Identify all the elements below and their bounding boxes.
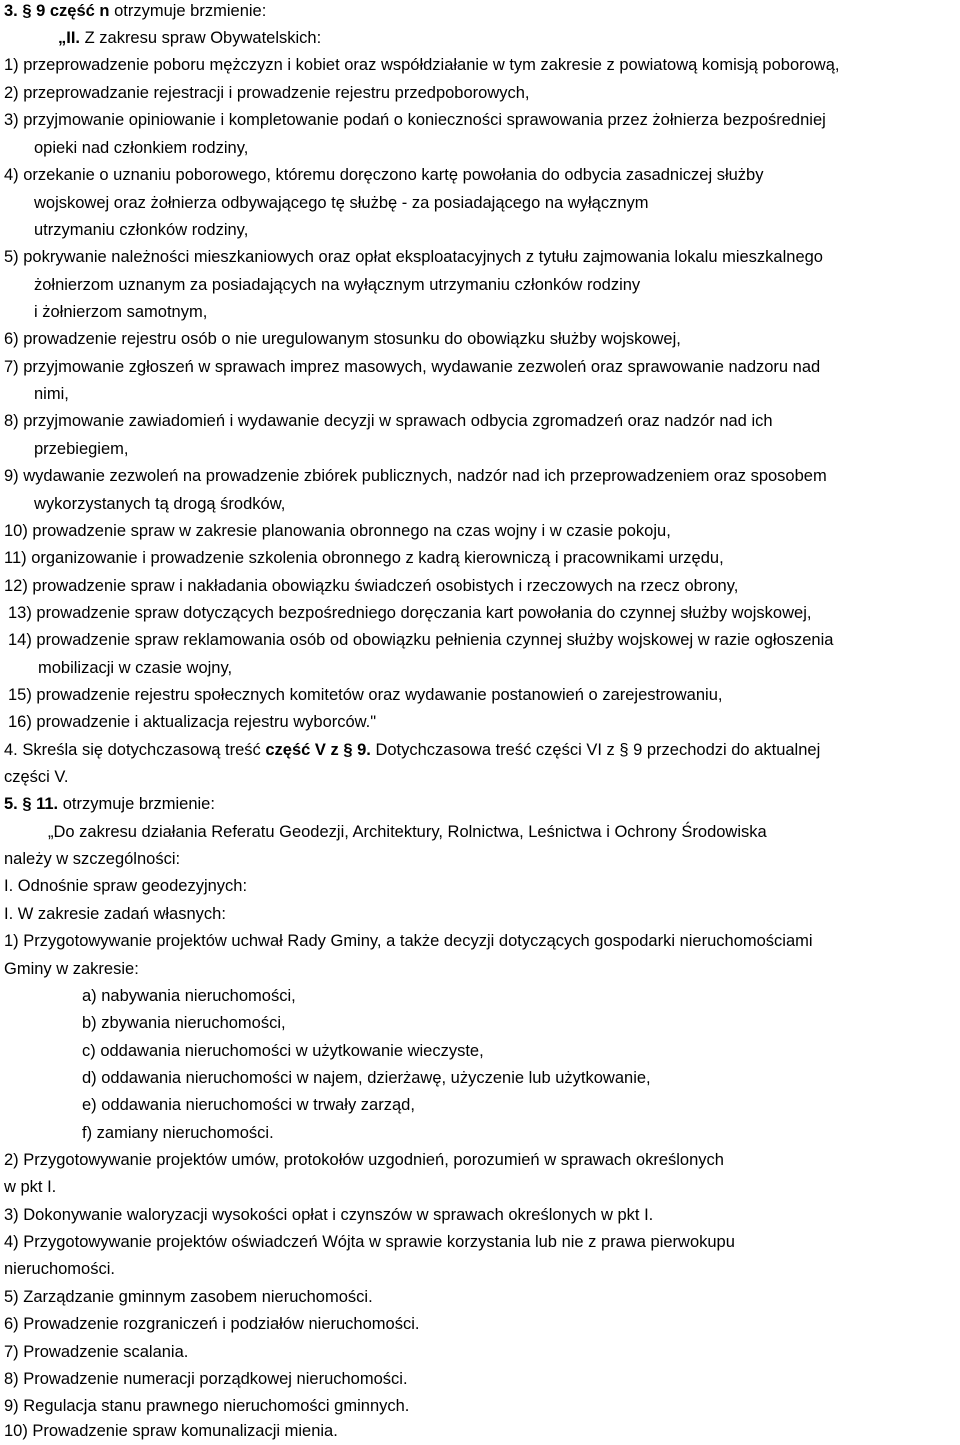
list-item: 12) prowadzenie spraw i nakładania obowiązku świadczeń osobistych i rzeczowych na rzecz obrony, [4, 577, 739, 595]
sub-item: b) zbywania nieruchomości, [82, 1014, 286, 1032]
list-item-continuation: żołnierzom uznanym za posiadających na wyłącznym utrzymaniu członków rodziny [34, 276, 641, 294]
list-item-continuation: przebiegiem, [34, 440, 129, 458]
sub-item: e) oddawania nieruchomości w trwały zarząd, [82, 1096, 415, 1114]
list-item: 3) przyjmowanie opiniowanie i kompletowanie podań o konieczności sprawowania przez żołnierza bezpośredniej [4, 111, 826, 129]
list-item: 4) orzekanie o uznaniu poborowego, któremu doręczono kartę powołania do odbycia zasadniczej służby [4, 166, 764, 184]
section-4 [4, 737, 820, 764]
list-item: 6) prowadzenie rejestru osób o nie uregulowanym stosunku do obowiązku służby wojskowej, [4, 330, 681, 348]
list-item: 2) przeprowadzanie rejestracji i prowadzenie rejestru przedpoborowych, [4, 84, 530, 102]
subsection-heading: I. Odnośnie spraw geodezyjnych: [4, 877, 248, 895]
list-item-continuation: wojskowej oraz żołnierza odbywającego tę służbę - za posiadającego na wyłącznym [34, 194, 649, 212]
list-item: 8) Prowadzenie numeracji porządkowej nieruchomości. [4, 1370, 408, 1388]
section-3-paragraph-ref: § 9 część n [22, 2, 110, 20]
list-item: 9) wydawanie zezwoleń na prowadzenie zbiórek publicznych, nadzór nad ich przeprowadzeniem oraz sposobem [4, 467, 827, 485]
list-item-continuation: Gminy w zakresie: [4, 960, 139, 978]
section-3-heading-text: otrzymuje brzmienie: [109, 2, 267, 20]
list-item: 4) Przygotowywanie projektów oświadczeń Wójta w sprawie korzystania lub nie z prawa pierwokupu [4, 1233, 735, 1251]
list-item: 5) Zarządzanie gminnym zasobem nieruchomości. [4, 1288, 373, 1306]
section-5-intro: „Do zakresu działania Referatu Geodezji, Architektury, Rolnictwa, Leśnictwa i Ochrony Środowiska [48, 823, 767, 841]
list-item: 11) organizowanie i prowadzenie szkolenia obronnego z kadrą kierowniczą i pracownikami urzędu, [4, 549, 724, 567]
list-item: 14) prowadzenie spraw reklamowania osób od obowiązku pełnienia czynnej służby wojskowej w razie ogłoszenia [8, 631, 834, 649]
section-4-continuation: części V. [4, 768, 69, 786]
subsection-heading: I. W zakresie zadań własnych: [4, 905, 226, 923]
list-item: 13) prowadzenie spraw dotyczących bezpośredniego doręczania kart powołania do czynnej służby wojskowej, [8, 604, 812, 622]
list-item-continuation: w pkt I. [4, 1178, 57, 1196]
list-item: 1) Przygotowywanie projektów uchwał Rady Gminy, a także decyzji dotyczących gospodarki nieruchomościami [4, 932, 813, 950]
section-3-heading [4, 0, 266, 25]
section-5-heading [4, 791, 215, 818]
list-item: 7) przyjmowanie zgłoszeń w sprawach imprez masowych, wydawanie zezwoleń oraz sprawowanie nadzoru nad [4, 358, 821, 376]
list-item: 5) pokrywanie należności mieszkaniowych oraz opłat eksploatacyjnych z tytułu zajmowania lokalu mieszkalnego [4, 248, 823, 266]
list-item: 16) prowadzenie i aktualizacja rejestru wyborców." [8, 713, 377, 731]
list-item: 10) Prowadzenie spraw komunalizacji mienia. [4, 1422, 338, 1440]
list-item: 15) prowadzenie rejestru społecznych komitetów oraz wydawanie postanowień o zarejestrowaniu, [8, 686, 723, 704]
list-item-continuation: nimi, [34, 385, 69, 403]
section-3-intro [58, 25, 321, 52]
list-item: 9) Regulacja stanu prawnego nieruchomości gminnych. [4, 1397, 410, 1415]
sub-item: d) oddawania nieruchomości w najem, dzierżawę, użyczenie lub użytkowanie, [82, 1069, 651, 1087]
section-4-text: 4. Skreśla się dotychczasową treść [4, 741, 266, 759]
sub-item: f) zamiany nieruchomości. [82, 1124, 274, 1142]
section-number: 3. [4, 2, 18, 20]
section-4-text-rest: Dotychczasowa treść części VI z § 9 przechodzi do aktualnej [370, 741, 821, 759]
list-item-continuation: wykorzystanych tą drogą środków, [34, 495, 286, 513]
section-5-paragraph-ref: 5. § 11. [4, 795, 59, 813]
list-item: 3) Dokonywanie waloryzacji wysokości opłat i czynszów w sprawach określonych w pkt I. [4, 1206, 654, 1224]
list-item-continuation: i żołnierzom samotnym, [34, 303, 208, 321]
list-item: 8) przyjmowanie zawiadomień i wydawanie decyzji w sprawach odbycia zgromadzeń oraz nadzór nad ich [4, 412, 773, 430]
list-item: 1) przeprowadzenie poboru mężczyzn i kobiet oraz współdziałanie w tym zakresie z powiatową komisją poborową, [4, 56, 840, 74]
list-item: 6) Prowadzenie rozgraniczeń i podziałów nieruchomości. [4, 1315, 420, 1333]
section-3-intro-text: Z zakresu spraw Obywatelskich: [80, 29, 322, 47]
list-item: 10) prowadzenie spraw w zakresie planowania obronnego na czas wojny i w czasie pokoju, [4, 522, 671, 540]
list-item-continuation: mobilizacji w czasie wojny, [38, 659, 233, 677]
list-item: 2) Przygotowywanie projektów umów, protokołów uzgodnień, porozumień w sprawach określonych [4, 1151, 724, 1169]
section-3-intro-number: „II. [58, 29, 81, 47]
list-item-continuation: nieruchomości. [4, 1260, 115, 1278]
section-4-reference: część V z § 9. [265, 741, 371, 759]
list-item: 7) Prowadzenie scalania. [4, 1343, 189, 1361]
section-5-intro-continuation: należy w szczególności: [4, 850, 181, 868]
sub-item: c) oddawania nieruchomości w użytkowanie wieczyste, [82, 1042, 484, 1060]
list-item-continuation: utrzymaniu członków rodziny, [34, 221, 249, 239]
sub-item: a) nabywania nieruchomości, [82, 987, 296, 1005]
list-item-continuation: opieki nad członkiem rodziny, [34, 139, 249, 157]
section-5-heading-text: otrzymuje brzmienie: [58, 795, 215, 813]
